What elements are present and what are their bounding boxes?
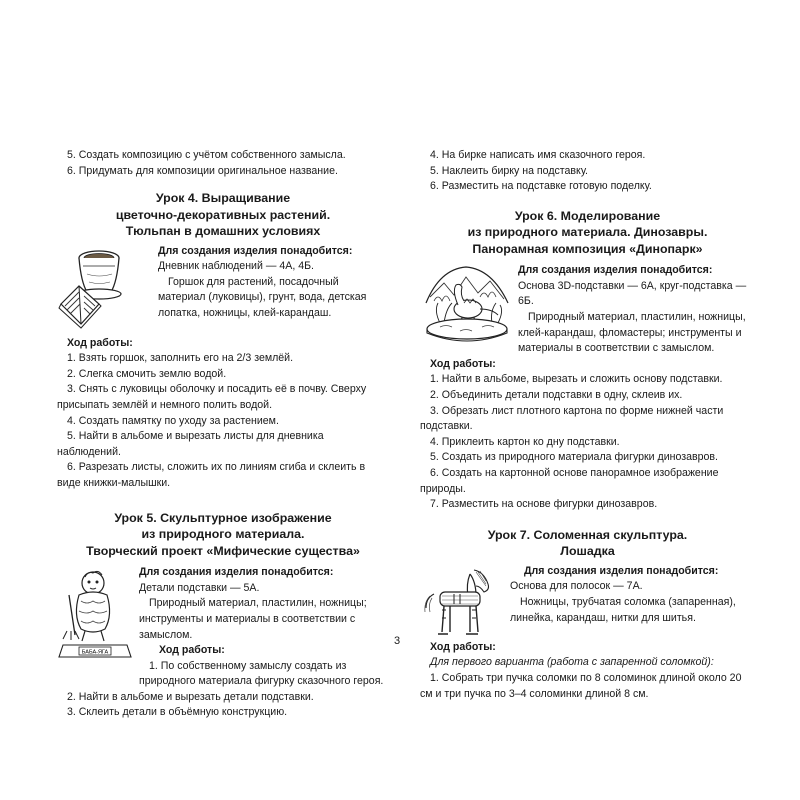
lesson5-work-title: Ход работы:: [159, 644, 225, 657]
tulip-pot-illustration: [57, 244, 154, 336]
lesson4-title: цветочно-декоративных растений.: [115, 207, 331, 222]
material-item: Основа для полосок — 7А.: [510, 580, 643, 593]
material-item: Горшок для растений, посадочный материал (луковицы), грунт, вода, детская лопатка, ножницы, клей-карандаш.: [158, 275, 367, 320]
step: 7. Разместить на основе фигурки динозавров.: [430, 498, 658, 511]
step: 6. Разрезать листы, сложить их по линиям сгиба и склеить в виде книжки-малышки.: [57, 461, 366, 490]
step: 2. Объединить детали подставки в одну, склеив их.: [430, 389, 683, 402]
step: 2. Слегка смочить землю водой.: [67, 367, 227, 380]
step: 6. Создать на картонной основе панорамное изображение природы.: [420, 467, 719, 495]
straw-horse-illustration: [420, 564, 510, 640]
sign-text: БАБА-ЯГА: [81, 649, 109, 656]
step: 1. Взять горшок, заполнить его на 2/3 землёй.: [67, 352, 294, 365]
dinopark-illustration: [420, 263, 518, 357]
lesson4-materials-title: Для создания изделия понадобится:: [158, 244, 353, 257]
lesson6-materials-title: Для создания изделия понадобится:: [518, 264, 713, 277]
material-item: Природный материал, пластилин, ножницы, клей-карандаш, фломастеры; инструменты и материалы в соответствии с замыслом.: [518, 311, 746, 355]
lesson6-materials-block: [420, 263, 755, 357]
step: 1. По собственному замыслу создать из природного материала фигурку сказочного героя.: [139, 659, 384, 688]
lesson4-title: Урок 4. Выращивание: [155, 191, 291, 206]
lesson6-work-title: Ход работы:: [430, 357, 496, 370]
lesson7-materials-block: [420, 564, 755, 640]
intro-step: 5. Создать композицию с учётом собственного замысла.: [67, 149, 346, 161]
step: 3. Снять с луковицы оболочку и посадить её в почву. Сверху присыпать землёй и немного полить водой.: [57, 383, 367, 412]
right-column: [420, 148, 755, 702]
step: 4. Создать памятку по уходу за растением.: [67, 414, 279, 427]
lesson5-materials-title: Для создания изделия понадобится:: [139, 566, 334, 579]
material-item: Детали подставки — 5А.: [139, 581, 260, 594]
step: 2. Найти в альбоме и вырезать детали подставки.: [67, 690, 314, 703]
step: 3. Склеить детали в объёмную конструкцию.: [67, 706, 288, 719]
lesson7-title: Лошадка: [560, 544, 615, 559]
step: 1. Найти в альбоме, вырезать и сложить основу подставки.: [430, 373, 723, 386]
left-column: [57, 148, 389, 721]
intro-step: 5. Наклеить бирку на подставку.: [430, 164, 588, 177]
lesson7-work-title: Ход работы:: [430, 640, 496, 653]
intro-step: 6. Разместить на подставке готовую поделку.: [430, 180, 652, 193]
baba-yaga-illustration: [57, 565, 139, 690]
lesson4-work-title: Ход работы:: [67, 336, 133, 349]
material-item: Основа 3D-подставки — 6А, круг-подставка — 6Б.: [518, 279, 747, 308]
lesson7-materials-title: Для создания изделия понадобится:: [524, 564, 719, 577]
intro-step: 4. На бирке написать имя сказочного героя.: [430, 149, 646, 161]
lesson6-title: Урок 6. Моделирование: [514, 208, 661, 223]
lesson5-title: Творческий проект «Мифические существа»: [86, 543, 360, 558]
lesson7-title: Урок 7. Соломенная скульптура.: [487, 527, 688, 542]
step: 1. Собрать три пучка соломки по 8 соломинок длиной около 20 см и три пучка по 3–4 соломинки длиной 8 см.: [420, 671, 742, 700]
lesson4-title: Тюльпан в домашних условиях: [125, 224, 321, 239]
lesson6-title: из природного материала. Динозавры.: [467, 225, 708, 240]
material-item: Ножницы, трубчатая соломка (запаренная), линейка, карандаш, нитки для шитья.: [510, 595, 736, 624]
material-item: Природный материал, пластилин, ножницы; инструменты и материалы в соответствии с замыслом.: [139, 597, 367, 641]
intro-step: 6. Придумать для композиции оригинальное название.: [67, 164, 338, 177]
material-item: Дневник наблюдений — 4А, 4Б.: [158, 260, 314, 273]
step: 5. Создать из природного материала фигурки динозавров.: [430, 451, 718, 464]
step: 3. Обрезать лист плотного картона по форме нижней части подставки.: [420, 404, 724, 433]
step: 4. Приклеить картон ко дну подставки.: [430, 435, 620, 448]
page-number: 3: [394, 635, 401, 647]
lesson5-materials-block: [57, 565, 389, 690]
variant-heading: Для первого варианта (работа с запаренной соломкой):: [430, 656, 714, 669]
lesson4-materials-block: [57, 244, 389, 336]
lesson5-title: Урок 5. Скульптурное изображение: [114, 510, 332, 525]
lesson5-title: из природного материала.: [141, 527, 305, 542]
lesson6-title: Панорамная композиция «Динопарк»: [472, 241, 703, 256]
step: 5. Найти в альбоме и вырезать листы для дневника наблюдений.: [57, 430, 324, 458]
